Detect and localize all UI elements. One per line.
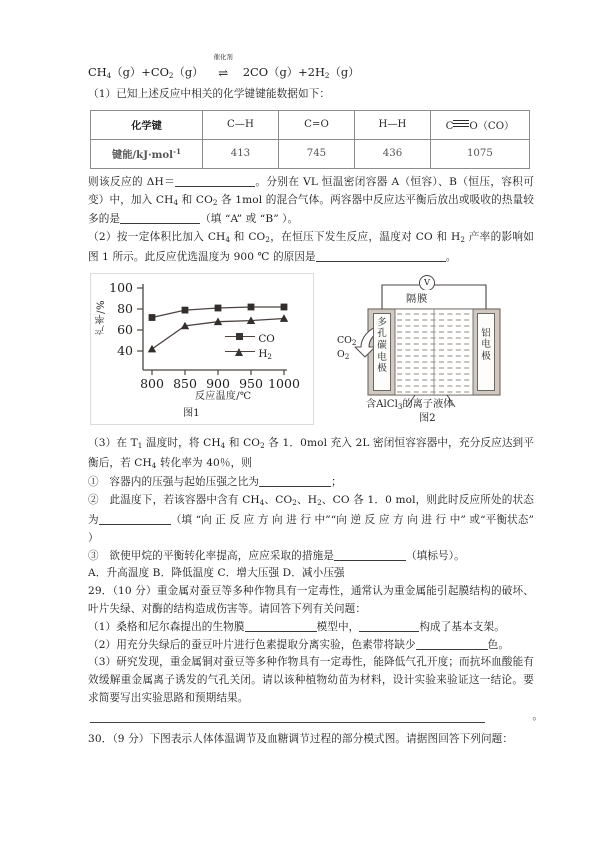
legend-label-h2: $H_2$: [258, 347, 272, 361]
q3-item1-blank[interactable]: [259, 486, 331, 487]
table-cell-bond-co: C=O: [278, 110, 354, 139]
chart-svg: [91, 274, 313, 394]
q1-text-b: 。分别在 VL 恒温密闭容器 A（恒容）、B（恒压，容积可变）中，加入 $CH_4$ 和 $CO_2$ 各 1mol 的混合气体。两容器中反应达平衡后放出或吸收的热量较多的是: [88, 175, 534, 226]
q3-item2-text: ② 此温度下，若该容器中含有 $CH_4$、$CO_2$、$H_2$、CO 各 1．0 mol，则此时反应所处的状态为: [88, 494, 534, 526]
q29-p1-c: 构成了基本支架。: [419, 620, 505, 633]
q29-p1-b: 模型中，: [316, 620, 360, 633]
table-header-energy: 键能/kJ·mol$^{-1}$: [91, 139, 203, 168]
page-content: [88, 53, 543, 749]
chart-y-axis-label: 产率/%: [96, 299, 107, 335]
q3-item-3: [88, 548, 534, 566]
yield-vs-temperature-chart: [90, 273, 314, 425]
legend-marker-square-icon: [225, 333, 255, 341]
triple-bond-icon: [453, 119, 469, 128]
table-cell-bond-ch: C—H: [203, 110, 279, 139]
table-cell-bond-co-triple: C O（CO）: [430, 110, 529, 139]
q29-part1: [88, 619, 534, 637]
q29-p1-a: （1）桑格和尼尔森提出的生物膜: [88, 620, 245, 633]
catalyst-label: 催化剂: [213, 53, 233, 61]
svg-text:100: 100: [109, 279, 133, 295]
table-cell-energy-co: 745: [278, 139, 354, 168]
table-cell-energy-hh: 436: [355, 139, 431, 168]
q1-stem: （1）已知上述反应中相关的化学键键能数据如下：: [88, 88, 331, 100]
svg-text:40: 40: [117, 342, 133, 358]
bond-energy-table: [90, 110, 530, 169]
q1-answer-blank-2[interactable]: [120, 223, 200, 224]
aluminum-electrode-label: 铝电极: [477, 313, 495, 391]
figure1-caption: 图1: [183, 407, 200, 419]
q1-body: [88, 174, 534, 229]
table-cell-bond-hh: H—H: [355, 110, 431, 139]
equation-reactants: $CH_4(g)+CO_2(g)$: [88, 65, 204, 80]
q29-part2: [88, 637, 534, 655]
table-row: [91, 139, 530, 168]
table-header-bond: 化学键: [91, 110, 203, 139]
voltmeter-icon: V: [419, 275, 435, 291]
chart-x-axis-label: 反应温度/℃: [195, 390, 252, 402]
svg-text:80: 80: [117, 300, 133, 316]
q29-part3: （3）研究发现，重金属铜对蚕豆等多种作物具有一定毒性，能降低气孔开度；而抗坏血酸能有效缓解重金属离子诱发的气孔关闭。请以该种植物幼苗为材料，设计实验来验证这一结论。要求简要写出实验思路和预期结果。: [88, 656, 534, 704]
svg-text:850: 850: [173, 375, 197, 391]
electrochemical-cell-diagram: [335, 273, 532, 425]
q3-item2-blank[interactable]: [99, 524, 171, 525]
q3-item3-text: ③ 欲使甲烷的平衡转化率提高，应应采取的措施是: [88, 549, 334, 562]
svg-text:800: 800: [140, 375, 164, 391]
table-cell-energy-ch: 413: [203, 139, 279, 168]
q30-stem: 30．（9 分）下图表示人体体温调节及血糖调节过程的部分模式图。请据图回答下列问题：: [88, 732, 514, 745]
q29-p2-a: （2）用充分失绿后的蚕豆叶片进行色素提取分离实验，色素带将缺少: [88, 638, 416, 651]
figure2-caption: 图2: [419, 412, 436, 424]
q3-text: （3）在 $T_1$ 温度时，将 $CH_4$ 和 $CO_2$ 各 1．0mol 充入 2L 密闭恒容容器中，充分反应达到平衡后，若 $CH_4$ 转化率为 40％，则: [88, 436, 534, 470]
legend-item-co: [225, 332, 275, 347]
membrane-label: 隔膜: [403, 290, 431, 305]
q29-p2-blank[interactable]: [416, 649, 488, 650]
q29-answer-period: 。: [532, 709, 543, 722]
q3-item3-end: （填标号）。: [405, 549, 465, 562]
legend-marker-triangle-icon: [225, 348, 255, 356]
equilibrium-arrow-icon: ⇌: [218, 66, 229, 80]
q1-answer-blank-1[interactable]: [175, 186, 255, 187]
porous-carbon-electrode-label: 多孔碳电极: [373, 313, 391, 391]
q3-body: [88, 435, 534, 475]
q3-item-1: [88, 474, 534, 492]
electrolyte-caption: 含AlCl$_3$的离子液体: [366, 398, 454, 411]
q29-stem: 29．（10 分）重金属对蚕豆等多种作物具有一定毒性，通常认为重金属能引起膜结构的破坏、叶片失绿、对酶的结构造成伤害等。请回答下列有关问题：: [88, 585, 534, 615]
q1-text-a: 则该反应的 ΔH＝: [88, 175, 176, 188]
table-cell-energy-co-triple: 1075: [430, 139, 529, 168]
q3-options: A．升高温度 B．降低温度 C．增大压强 D．减小压强: [88, 567, 345, 580]
q2-text: （2）按一定体积比加入 $CH_4$ 和 $CO_2$，在恒压下发生反应，温度对 CO 和 $H_2$ 产率的影响如图 1 所示。此反应优选温度为 900 ℃ 的原因是: [88, 231, 535, 263]
q1-text-e: （填 “A” 或 “B” ）。: [200, 213, 299, 226]
chart-legend: [225, 332, 275, 364]
chemical-equation: [88, 53, 534, 86]
q29-p1-blank-2[interactable]: [359, 631, 419, 632]
svg-text:60: 60: [117, 321, 133, 337]
equilibrium-arrow-group: [207, 53, 239, 83]
q3-item1-text: ① 容器内的压强与起始压强之比为: [88, 476, 260, 489]
legend-label-co: CO: [258, 332, 275, 345]
q3-item1-end: ；: [331, 476, 342, 489]
svg-text:950: 950: [239, 375, 263, 391]
q29-p2-b: 色。: [487, 638, 510, 651]
equation-products: $2CO(g)+2H_2(g)$: [242, 65, 360, 80]
q29-p1-blank-1[interactable]: [245, 631, 317, 632]
svg-text:900: 900: [206, 375, 230, 391]
gas-outlet-label: $CO_2$ $O_2$: [337, 334, 357, 361]
q2-body: [88, 229, 534, 267]
q29-answer-area[interactable]: [88, 709, 543, 723]
q3-item-2: [88, 492, 534, 547]
q2-period: 。: [445, 250, 457, 263]
svg-text:1000: 1000: [268, 375, 300, 391]
q29-answer-rule[interactable]: [90, 721, 485, 723]
legend-item-h2: [225, 347, 275, 364]
table-row: [91, 110, 530, 139]
q3-item2-end: （填 “向 正 反 应 方 向 进 行 中”“向 逆 反 应 方 向 进 行 中” 或“平衡状态” ）: [88, 513, 534, 544]
q2-answer-blank[interactable]: [316, 261, 446, 262]
q3-item3-blank[interactable]: [334, 560, 406, 561]
figure-band: [88, 273, 534, 433]
